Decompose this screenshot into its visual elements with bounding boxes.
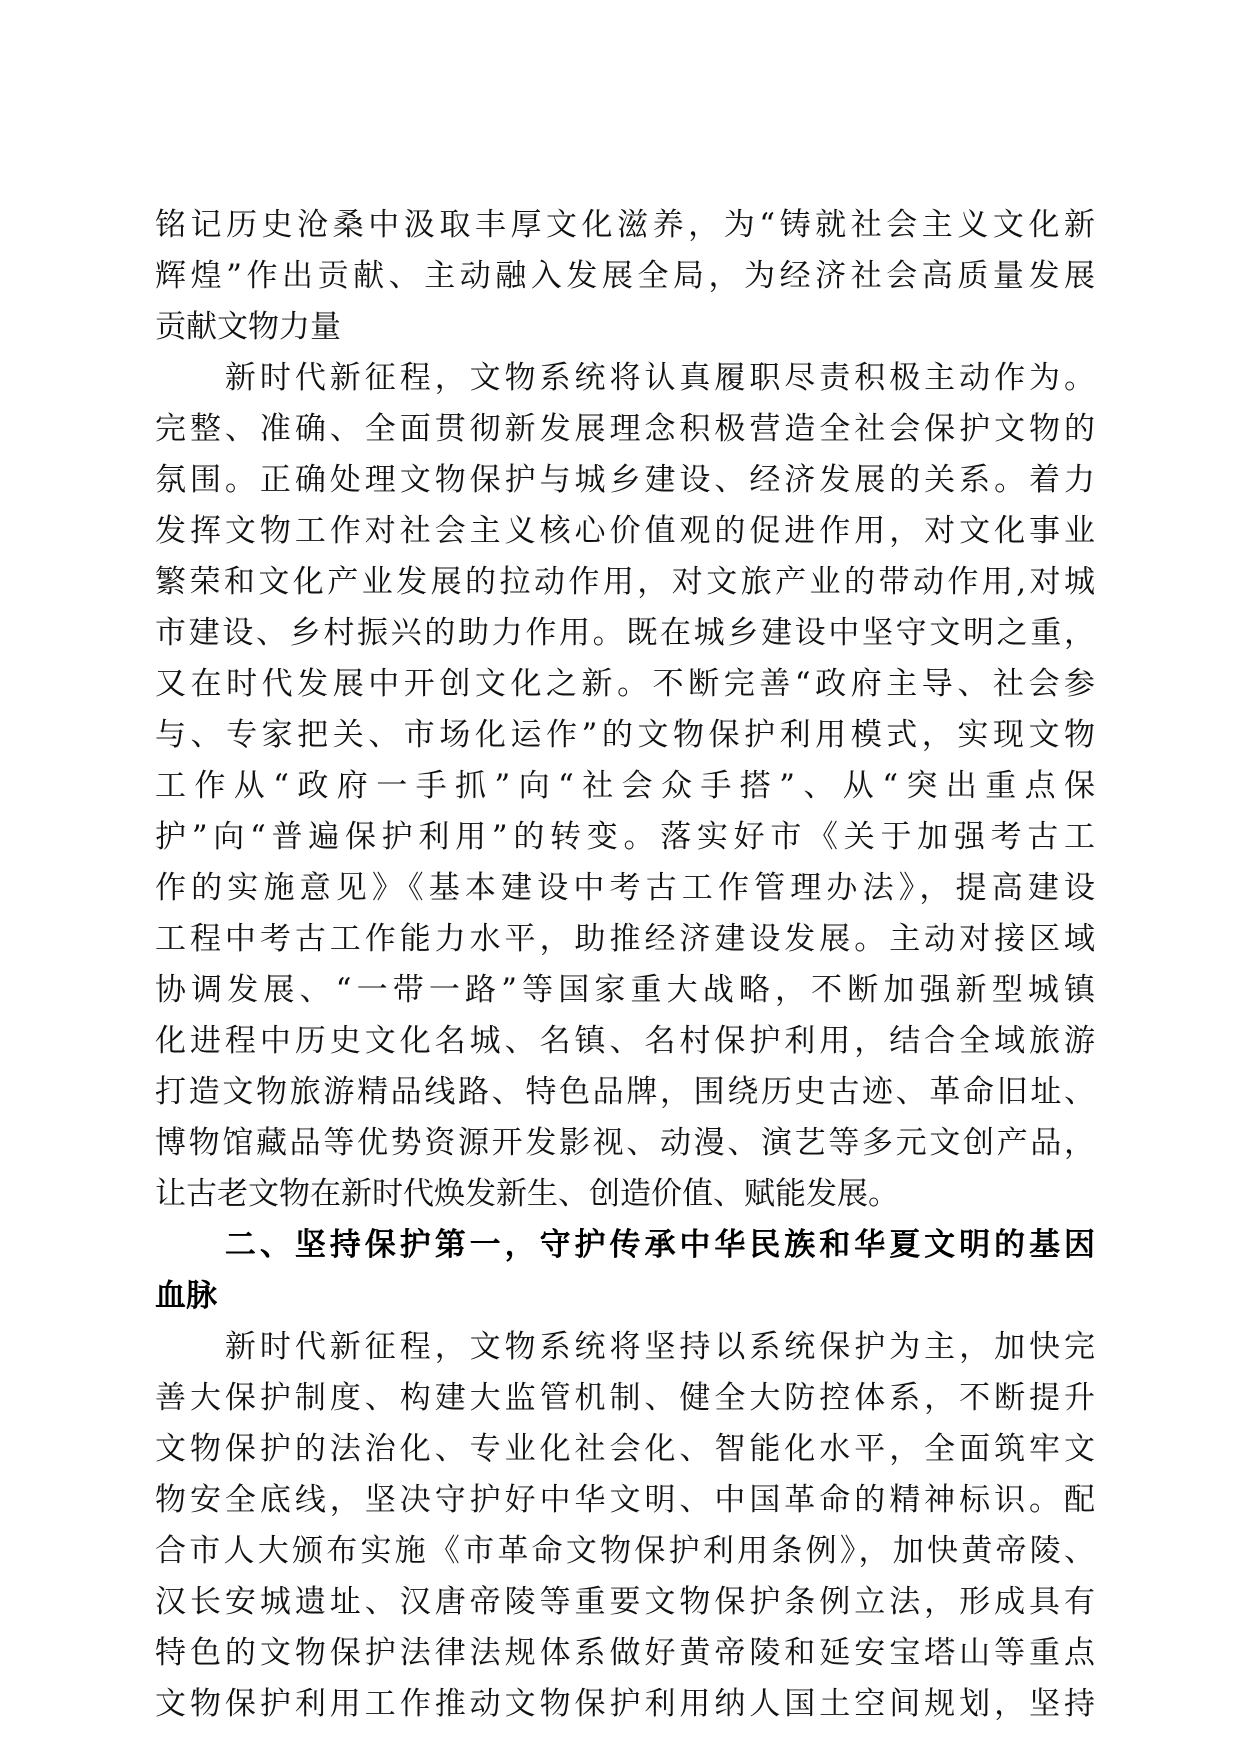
text-line: 合市人大颁布实施《市革命文物保护利用条例》，加快黄帝陵、 — [155, 1533, 1095, 1569]
text-line: 护”向“普遍保护利用”的转变。落实好市《关于加强考古工 — [155, 819, 1095, 855]
text-line: 化进程中历史文化名城、名镇、名村保护利用，结合全域旅游 — [155, 1023, 1095, 1059]
section-heading: 二、坚持保护第一，守护传承中华民族和华夏文明的基因 — [155, 1227, 1095, 1263]
text-line: 作的实施意见》《基本建设中考古工作管理办法》，提高建设 — [155, 870, 1095, 906]
text-line: 繁荣和文化产业发展的拉动作用，对文旅产业的带动作用,对城 — [155, 564, 1095, 600]
paragraph-start-line: 新时代新征程，文物系统将坚持以系统保护为主，加快完 — [155, 1329, 1095, 1365]
text-line: 辉煌”作出贡献、主动融入发展全局，为经济社会高质量发展 — [155, 258, 1095, 294]
text-line: 汉长安城遗址、汉唐帝陵等重要文物保护条例立法，形成具有 — [155, 1584, 1095, 1620]
text-line: 文物保护的法治化、专业化社会化、智能化水平，全面筑牢文 — [155, 1431, 1095, 1467]
text-line: 打造文物旅游精品线路、特色品牌，围绕历史古迹、革命旧址、 — [155, 1074, 1095, 1110]
text-line: 让古老文物在新时代焕发新生、创造价值、赋能发展。 — [155, 1176, 899, 1212]
text-line: 善大保护制度、构建大监管机制、健全大防控体系，不断提升 — [155, 1380, 1095, 1416]
text-line: 文物保护利用工作推动文物保护利用纳人国土空间规划，坚持 — [155, 1686, 1095, 1722]
section-heading-end: 血脉 — [155, 1278, 217, 1314]
text-line: 博物馆藏品等优势资源开发影视、动漫、演艺等多元文创产品， — [155, 1125, 1095, 1161]
text-line: 特色的文物保护法律法规体系做好黄帝陵和延安宝塔山等重点 — [155, 1635, 1095, 1671]
text-line: 物安全底线，坚决守护好中华文明、中国革命的精神标识。配 — [155, 1482, 1095, 1518]
text-line: 完整、准确、全面贯彻新发展理念积极营造全社会保护文物的 — [155, 411, 1095, 447]
text-line: 贡献文物力量 — [155, 309, 341, 345]
text-line: 铭记历史沧桑中汲取丰厚文化滋养，为“铸就社会主义文化新 — [155, 207, 1095, 243]
text-line: 工程中考古工作能力水平，助推经济建设发展。主动对接区域 — [155, 921, 1095, 957]
text-line: 工作从“政府一手抓”向“社会众手搭”、从“突出重点保 — [155, 768, 1095, 804]
text-line: 氛围。正确处理文物保护与城乡建设、经济发展的关系。着力 — [155, 462, 1095, 498]
text-line: 又在时代发展中开创文化之新。不断完善“政府主导、社会参 — [155, 666, 1095, 702]
text-line: 协调发展、“一带一路”等国家重大战略，不断加强新型城镇 — [155, 972, 1095, 1008]
document-body — [155, 200, 1095, 1730]
text-line: 发挥文物工作对社会主义核心价值观的促进作用，对文化事业 — [155, 513, 1095, 549]
text-line: 与、专家把关、市场化运作”的文物保护利用模式，实现文物 — [155, 717, 1095, 753]
text-line: 市建设、乡村振兴的助力作用。既在城乡建设中坚守文明之重， — [155, 615, 1095, 651]
paragraph-start-line: 新时代新征程，文物系统将认真履职尽责积极主动作为。 — [155, 360, 1095, 396]
